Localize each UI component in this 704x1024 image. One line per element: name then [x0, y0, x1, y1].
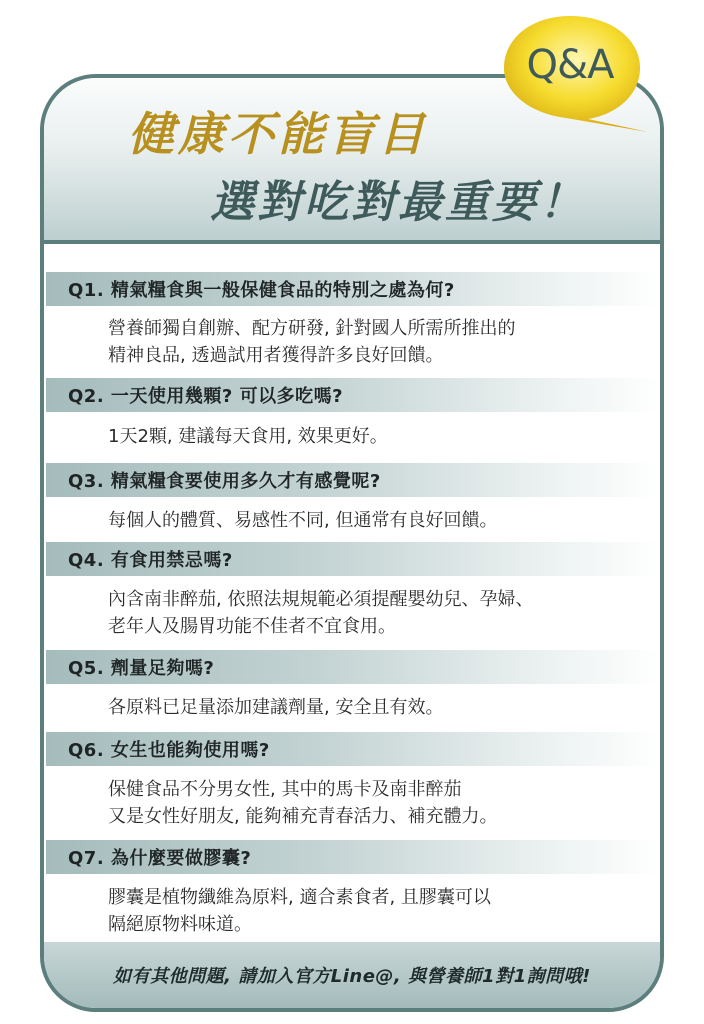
faq-question-2: Q2. 一天使用幾顆? 可以多吃嗎?: [46, 378, 660, 412]
faq-answer-3: 每個人的體質、易感性不同, 但通常有良好回饋。: [108, 510, 498, 531]
faq-question-5: Q5. 劑量足夠嗎?: [46, 650, 660, 684]
faq-question-7: Q7. 為什麼要做膠囊?: [46, 840, 660, 874]
faq-item-6: [44, 732, 660, 830]
faq-item-5: [44, 650, 660, 721]
faq-question-6: Q6. 女生也能夠使用嗎?: [46, 732, 660, 766]
faq-item-1: [44, 272, 660, 369]
faq-item-4: [44, 542, 660, 640]
qa-card: [40, 74, 664, 1012]
faq-answer-2: 1天2顆, 建議每天食用, 效果更好。: [108, 426, 388, 447]
faq-answer-1: 營養師獨自創辦、配方研發, 針對國人所需所推出的 精神良品, 透過試用者獲得許多良好回饋。: [108, 318, 516, 366]
title-line-1: 健康不能盲目: [128, 107, 428, 161]
faq-answer-7: 膠囊是植物纖維為原料, 適合素食者, 且膠囊可以 隔絕原物料味道。: [108, 887, 491, 935]
footer-banner: [44, 942, 660, 1008]
title-line-2: 選對吃對最重要！: [210, 177, 586, 228]
faq-answer-4: 內含南非醉茄, 依照法規規範必須提醒嬰幼兒、孕婦、 老年人及腸胃功能不佳者不宜食用。: [108, 589, 534, 637]
footer-text: 如有其他問題, 請加入官方Line@, 與營養師1對1詢問哦!: [113, 966, 591, 987]
faq-answer-5: 各原料已足量添加建議劑量, 安全且有效。: [108, 697, 444, 718]
faq-item-2: [44, 378, 660, 450]
faq-question-4: Q4. 有食用禁忌嗎?: [46, 542, 660, 576]
faq-list: [44, 272, 660, 938]
qa-badge-text: Q&A: [526, 42, 614, 88]
faq-item-7: [44, 840, 660, 938]
qa-speech-bubble: [500, 12, 652, 134]
faq-question-1: Q1. 精氣糧食與一般保健食品的特別之處為何?: [46, 272, 660, 306]
faq-answer-6: 保健食品不分男女性, 其中的馬卡及南非醉茄 又是女性好朋友, 能夠補充青春活力、補充體力。: [108, 779, 498, 827]
faq-question-3: Q3. 精氣糧食要使用多久才有感覺呢?: [46, 463, 660, 497]
faq-item-3: [44, 463, 660, 534]
